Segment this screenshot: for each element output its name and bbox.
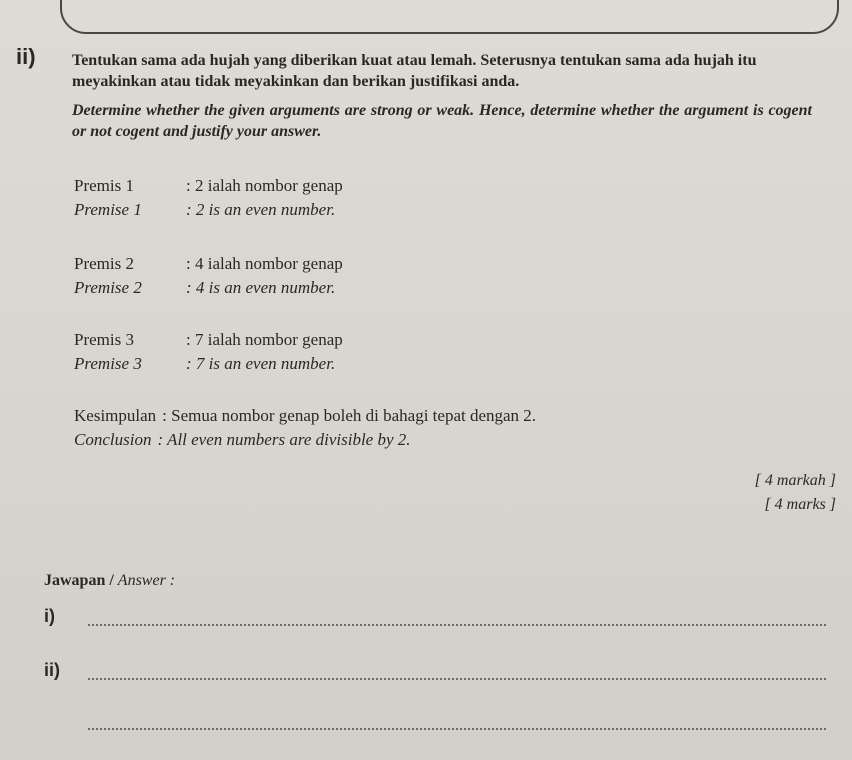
conclusion-label: Conclusion <box>74 430 152 449</box>
answer-line-3[interactable] <box>88 728 826 730</box>
answer-item-2-number: ii) <box>44 660 60 680</box>
conclusion-english <box>74 430 411 450</box>
premise-3-malay <box>74 330 343 350</box>
conclusion-label: Kesimpulan <box>74 406 157 425</box>
conclusion-text: : All even numbers are divisible by 2. <box>157 430 411 449</box>
answer-item-1-number: i) <box>44 606 55 626</box>
question-number: ii) <box>16 44 36 69</box>
instruction-malay: Tentukan sama ada hujah yang diberikan kuat atau lemah. Seterusnya tentukan sama ada hujah itu meyakinkan atau tidak meyakinkan dan berikan justifikasi anda. <box>72 52 757 90</box>
premise-label: Premis 3 <box>74 330 134 349</box>
premise-text: : 7 ialah nombor genap <box>186 330 343 349</box>
answer-line-2[interactable] <box>88 678 826 680</box>
premise-1-malay <box>74 176 343 196</box>
premise-label: Premis 1 <box>74 176 134 195</box>
premise-3-english <box>74 354 335 374</box>
premise-text: : 7 is an even number. <box>186 354 336 373</box>
previous-question-box <box>60 0 839 34</box>
premise-label: Premise 3 <box>74 354 142 373</box>
premise-text: : 4 is an even number. <box>186 278 336 297</box>
premise-1-english <box>74 200 335 220</box>
answer-label-english: Answer : <box>117 572 176 589</box>
premise-label: Premis 2 <box>74 254 134 273</box>
marks-english: [ 4 marks ] <box>764 496 836 513</box>
premise-text: : 2 ialah nombor genap <box>186 176 343 195</box>
premise-2-malay <box>74 254 343 274</box>
conclusion-text: : Semua nombor genap boleh di bahagi tepat dengan 2. <box>162 406 537 425</box>
answer-label-malay: Jawapan / <box>44 572 118 589</box>
instruction-english: Determine whether the given arguments are strong or weak. Hence, determine whether the argument is cogent or not cogent and justify your answer. <box>72 102 812 140</box>
premise-2-english <box>74 278 335 298</box>
answer-line-1[interactable] <box>88 624 826 626</box>
premise-label: Premise 2 <box>74 278 142 297</box>
premise-text: : 2 is an even number. <box>186 200 336 219</box>
premise-text: : 4 ialah nombor genap <box>186 254 343 273</box>
premise-label: Premise 1 <box>74 200 142 219</box>
marks-malay: [ 4 markah ] <box>754 472 836 489</box>
conclusion-malay <box>74 406 536 426</box>
answer-heading <box>44 572 175 590</box>
